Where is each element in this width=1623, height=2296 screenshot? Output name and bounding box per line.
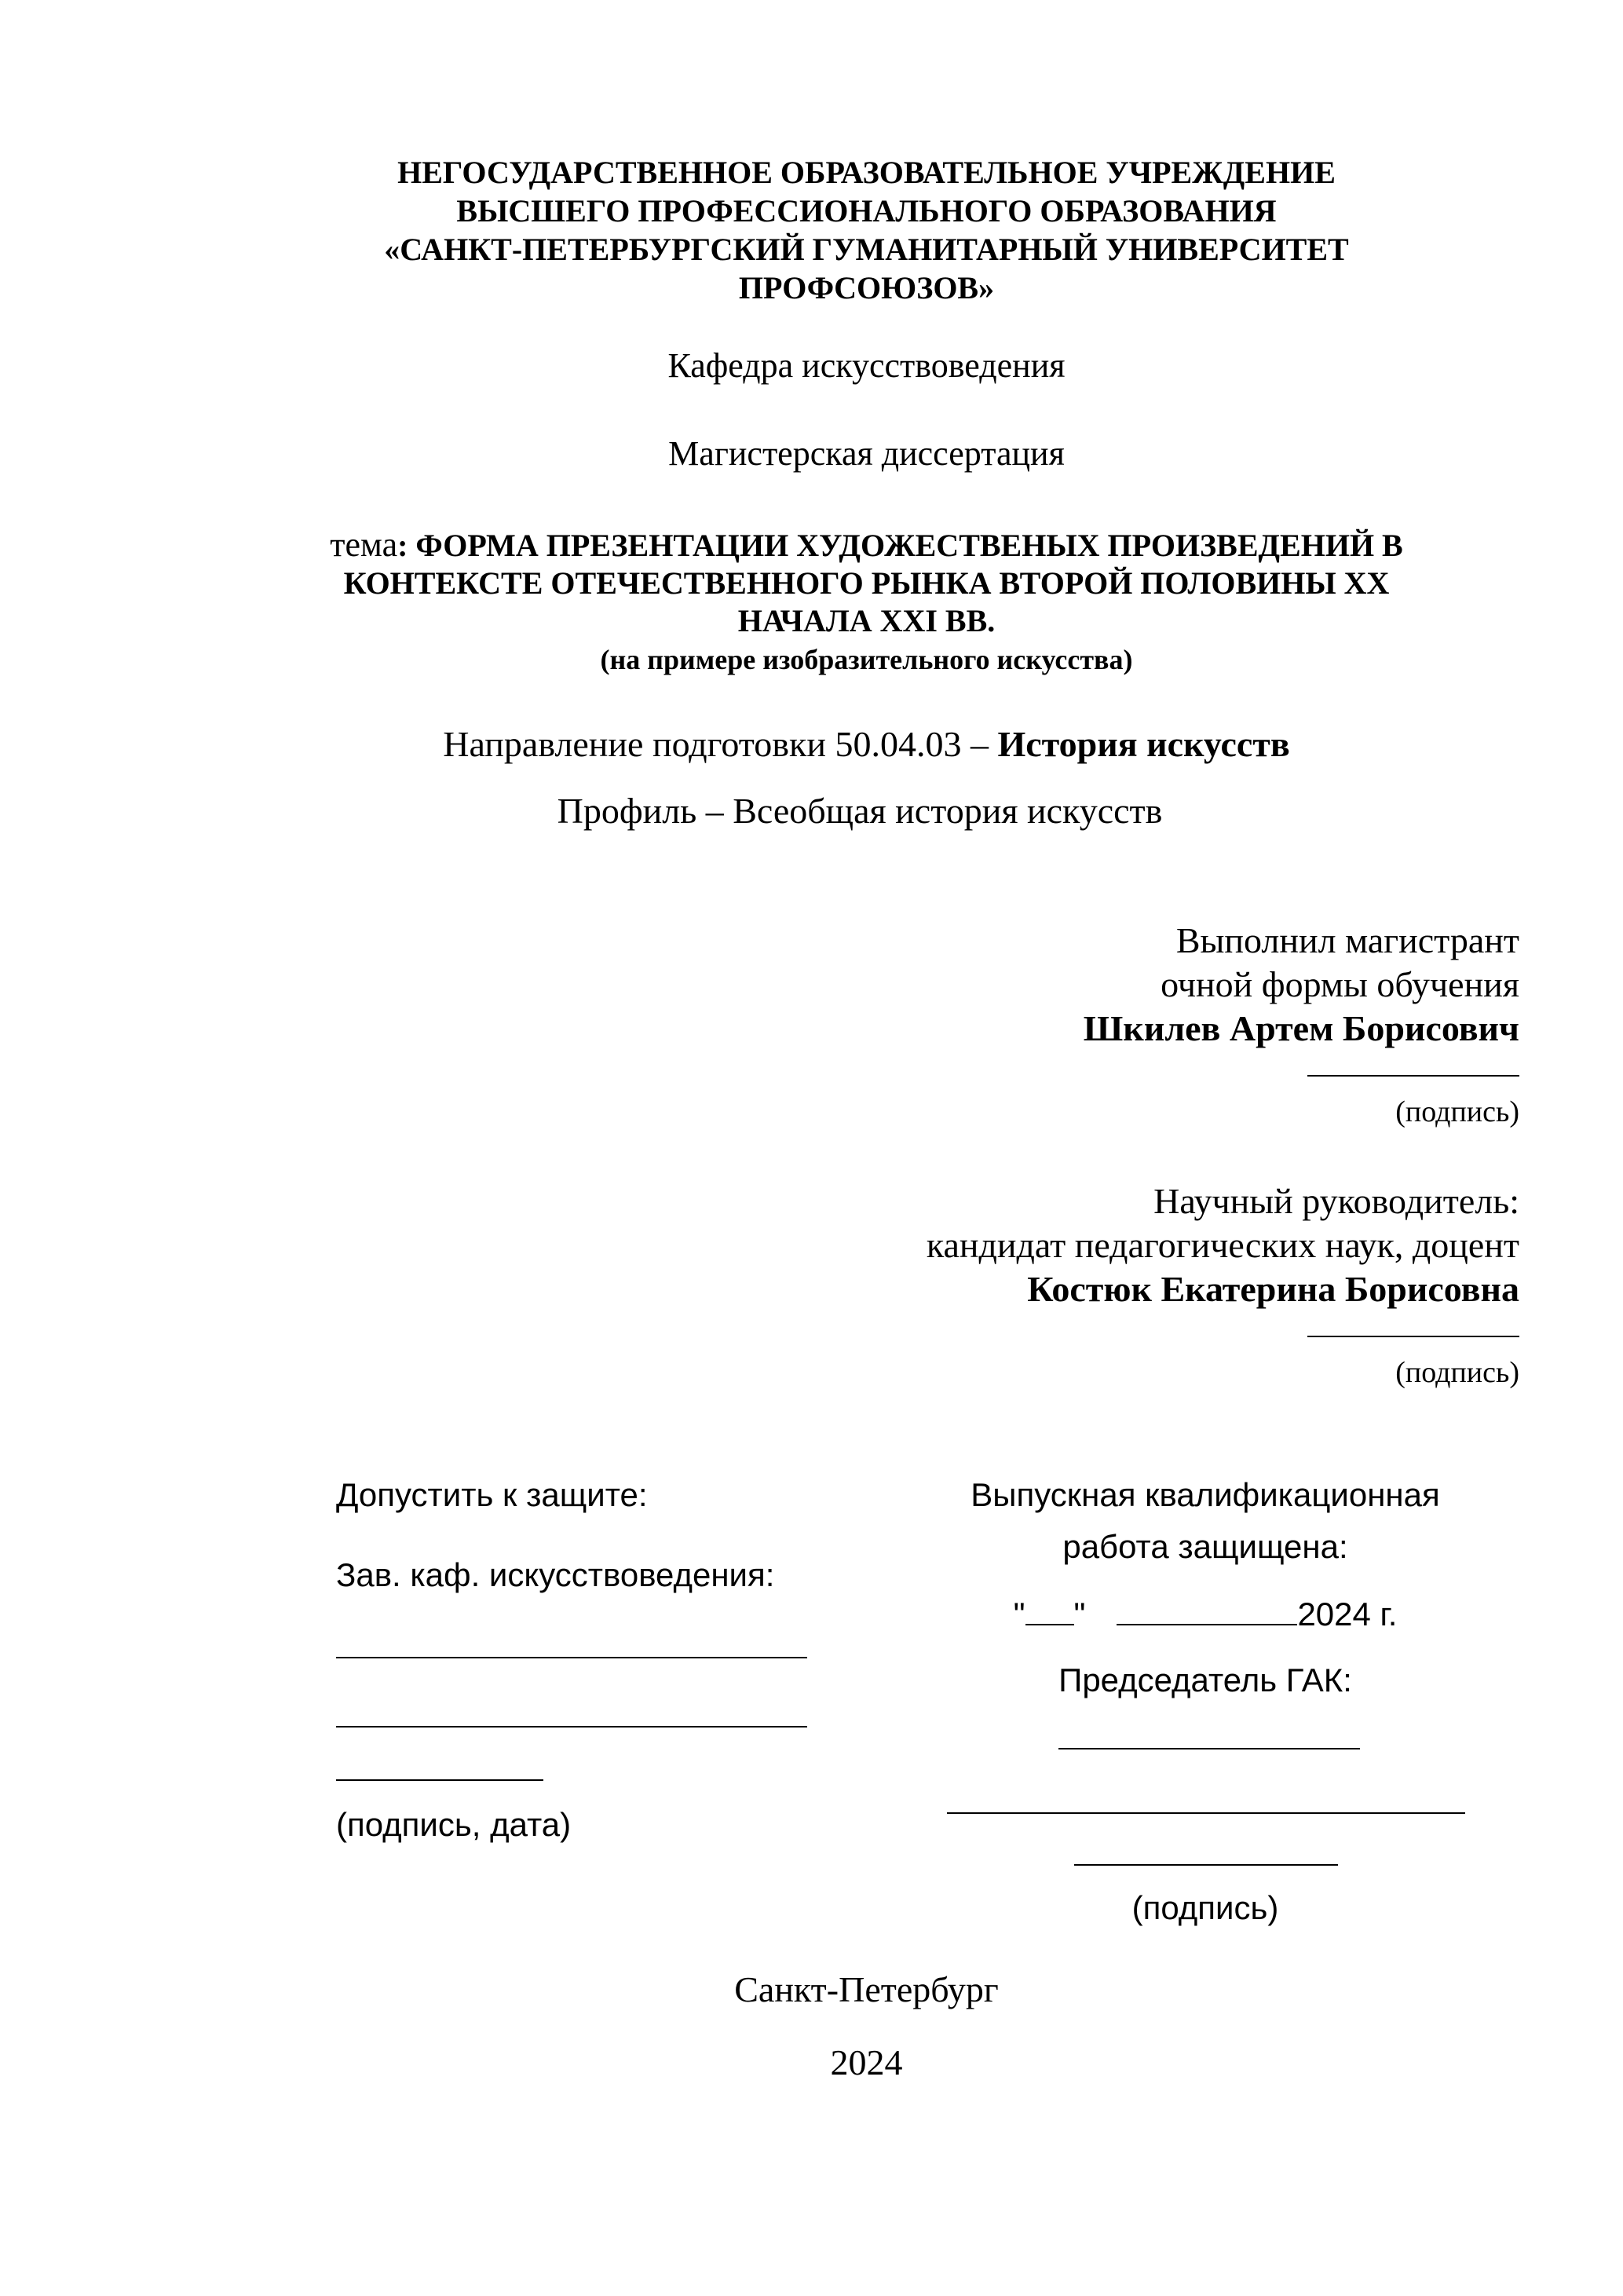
date-month-blank (1117, 1600, 1297, 1625)
supervisor-signature-line (1307, 1336, 1519, 1337)
author-line-2: очной формы обучения (1161, 964, 1519, 1004)
header-line-2: ВЫСШЕГО ПРОФЕССИОНАЛЬНОГО ОБРАЗОВАНИЯ (456, 193, 1277, 229)
defense-signature-line-2 (947, 1812, 1465, 1814)
topic-line-1-text: : ФОРМА ПРЕЗЕНТАЦИИ ХУДОЖЕСТВЕНЫХ ПРОИЗВЕДЕНИЙ В (397, 528, 1403, 563)
city: Санкт-Петербург (734, 1969, 999, 2009)
date-day-blank (1025, 1600, 1074, 1625)
commission-chair-label: Председатель ГАК: (1058, 1662, 1352, 1698)
training-profile: Профиль – Всеобщая история искусств (557, 791, 1163, 831)
author-line-1: Выполнил магистрант (1175, 920, 1519, 960)
supervisor-line-1: Научный руководитель: (1153, 1181, 1519, 1221)
admission-title: Допустить к защите: (336, 1476, 648, 1513)
admission-caption: (подпись, дата) (336, 1806, 572, 1843)
direction-label: Направление подготовки 50.04.03 – (443, 724, 998, 764)
topic-line-2: КОНТЕКСТЕ ОТЕЧЕСТВЕННОГО РЫНКА ВТОРОЙ ПОЛОВИНЫ XX (343, 565, 1390, 601)
author-signature-line (1307, 1075, 1519, 1077)
admission-signature-line-2 (336, 1726, 807, 1727)
defense-date (942, 1596, 1468, 1633)
supervisor-line-2: кандидат педагогических наук, доцент (926, 1225, 1519, 1265)
department-head-label: Зав. каф. искусствоведения: (336, 1556, 775, 1593)
admission-signature-line-3 (336, 1779, 543, 1781)
defense-line-2: работа защищена: (1062, 1528, 1348, 1565)
defense-signature-caption: (подпись) (1131, 1889, 1279, 1926)
supervisor-name: Костюк Екатерина Борисовна (1027, 1269, 1519, 1309)
defense-line-1: Выпускная квалификационная (971, 1476, 1440, 1513)
supervisor-signature-caption: (подпись) (1395, 1356, 1519, 1389)
topic-prefix: тема (330, 525, 398, 564)
date-year: 2024 г. (1297, 1596, 1398, 1632)
supervisor-block (927, 1179, 1519, 1390)
year: 2024 (830, 2042, 903, 2082)
direction-value: История искусств (997, 724, 1290, 764)
header-line-3: «САНКТ-ПЕТЕРБУРГСКИЙ ГУМАНИТАРНЫЙ УНИВЕРСИТЕТ (384, 232, 1349, 267)
date-quote-close: " (1073, 1596, 1086, 1632)
training-direction (0, 722, 1623, 766)
university-header (0, 153, 1623, 307)
topic-line-3: НАЧАЛА XXI ВВ. (737, 603, 996, 638)
defense-signature-line-1 (1058, 1748, 1360, 1749)
date-quote-open: " (1013, 1596, 1025, 1632)
header-line-1: НЕГОСУДАРСТВЕННОЕ ОБРАЗОВАТЕЛЬНОЕ УЧРЕЖДЕНИЕ (397, 155, 1336, 190)
defense-signature-line-3 (1074, 1864, 1338, 1866)
admission-signature-line-1 (336, 1657, 807, 1658)
department: Кафедра искусствоведения (667, 346, 1066, 385)
header-line-4: ПРОФСОЮЗОВ» (738, 270, 995, 305)
author-name: Шкилев Артем Борисович (1083, 1008, 1519, 1048)
author-signature-caption: (подпись) (1395, 1095, 1519, 1128)
author-block (1084, 919, 1519, 1129)
topic-subtitle: (на примере изобразительного искусства) (600, 644, 1133, 675)
work-type: Магистерская диссертация (668, 434, 1065, 473)
thesis-topic (0, 526, 1623, 640)
topic-line-1 (0, 526, 1623, 565)
